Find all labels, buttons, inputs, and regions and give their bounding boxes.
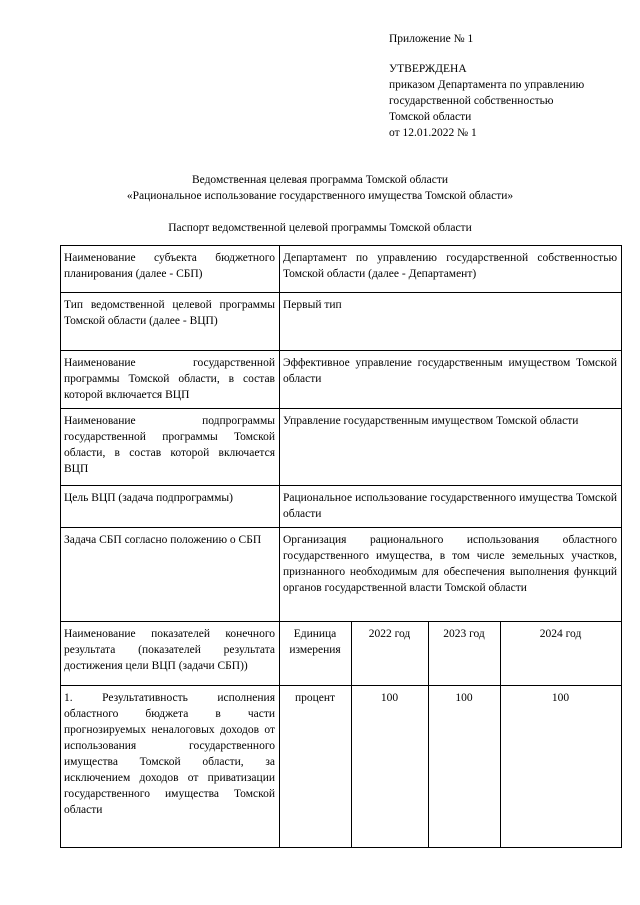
approval-date: от 12.01.2022 № 1 [389, 127, 477, 139]
table-row [61, 351, 622, 409]
indicator-row [61, 686, 622, 848]
row-value: Управление государственным имуществом Томской области [280, 409, 622, 486]
row-label: Наименование субъекта бюджетного планирования (далее - СБП) [61, 246, 280, 293]
table-row [61, 246, 622, 293]
year-header-2023: 2023 год [429, 622, 501, 686]
table-row [61, 486, 622, 528]
year-header-2024: 2024 год [501, 622, 622, 686]
indicator-name: 1. Результативность исполнения областного бюджета в части прогнозируемых неналоговых доходов от использования государственного имущества Томской области, за исключением доходов от приватизации государственного имущества Томской области [61, 686, 280, 848]
indicator-value-2023: 100 [429, 686, 501, 848]
program-title-line-2: «Рациональное использование государственного имущества Томской области» [126, 190, 514, 202]
indicators-header: Наименование показателей конечного результата (показателей результата достижения цели ВЦП (задачи СБП)) [61, 622, 280, 686]
approved-label: УТВЕРЖДЕНА [389, 63, 467, 75]
approval-block [389, 31, 629, 141]
indicator-value-2022: 100 [352, 686, 429, 848]
appendix-label: Приложение № 1 [389, 33, 474, 45]
row-label: Задача СБП согласно положению о СБП [61, 528, 280, 622]
row-label: Тип ведомственной целевой программы Томской области (далее - ВЦП) [61, 293, 280, 351]
program-title-line-1: Ведомственная целевая программа Томской области [191, 174, 449, 186]
table-row [61, 293, 622, 351]
row-value: Первый тип [280, 293, 622, 351]
year-header-2022: 2022 год [352, 622, 429, 686]
unit-header: Единица измерения [280, 622, 352, 686]
passport-table [60, 245, 622, 848]
indicators-header-row [61, 622, 622, 686]
passport-title: Паспорт ведомственной целевой программы Томской области [168, 222, 472, 234]
row-value: Рациональное использование государственного имущества Томской области [280, 486, 622, 528]
row-label: Наименование подпрограммы государственной программы Томской области, в состав которой включается ВЦП [61, 409, 280, 486]
approval-line-3: Томской области [389, 111, 472, 123]
table-row [61, 409, 622, 486]
indicator-unit: процент [280, 686, 352, 848]
row-label: Наименование государственной программы Томской области, в состав которой включается ВЦП [61, 351, 280, 409]
table-row [61, 528, 622, 622]
row-label: Цель ВЦП (задача подпрограммы) [61, 486, 280, 528]
indicator-value-2024: 100 [501, 686, 622, 848]
row-value: Организация рационального использования областного государственного имущества, в том числе земельных участков, признанного необходимым для обеспечения выполнения функций органов государственной власти Томской области [280, 528, 622, 622]
row-value: Департамент по управлению государственной собственностью Томской области (далее - Департамент) [280, 246, 622, 293]
approval-line-2: государственной собственностью [389, 95, 554, 107]
approval-line-1: приказом Департамента по управлению [389, 79, 585, 91]
row-value: Эффективное управление государственным имуществом Томской области [280, 351, 622, 409]
